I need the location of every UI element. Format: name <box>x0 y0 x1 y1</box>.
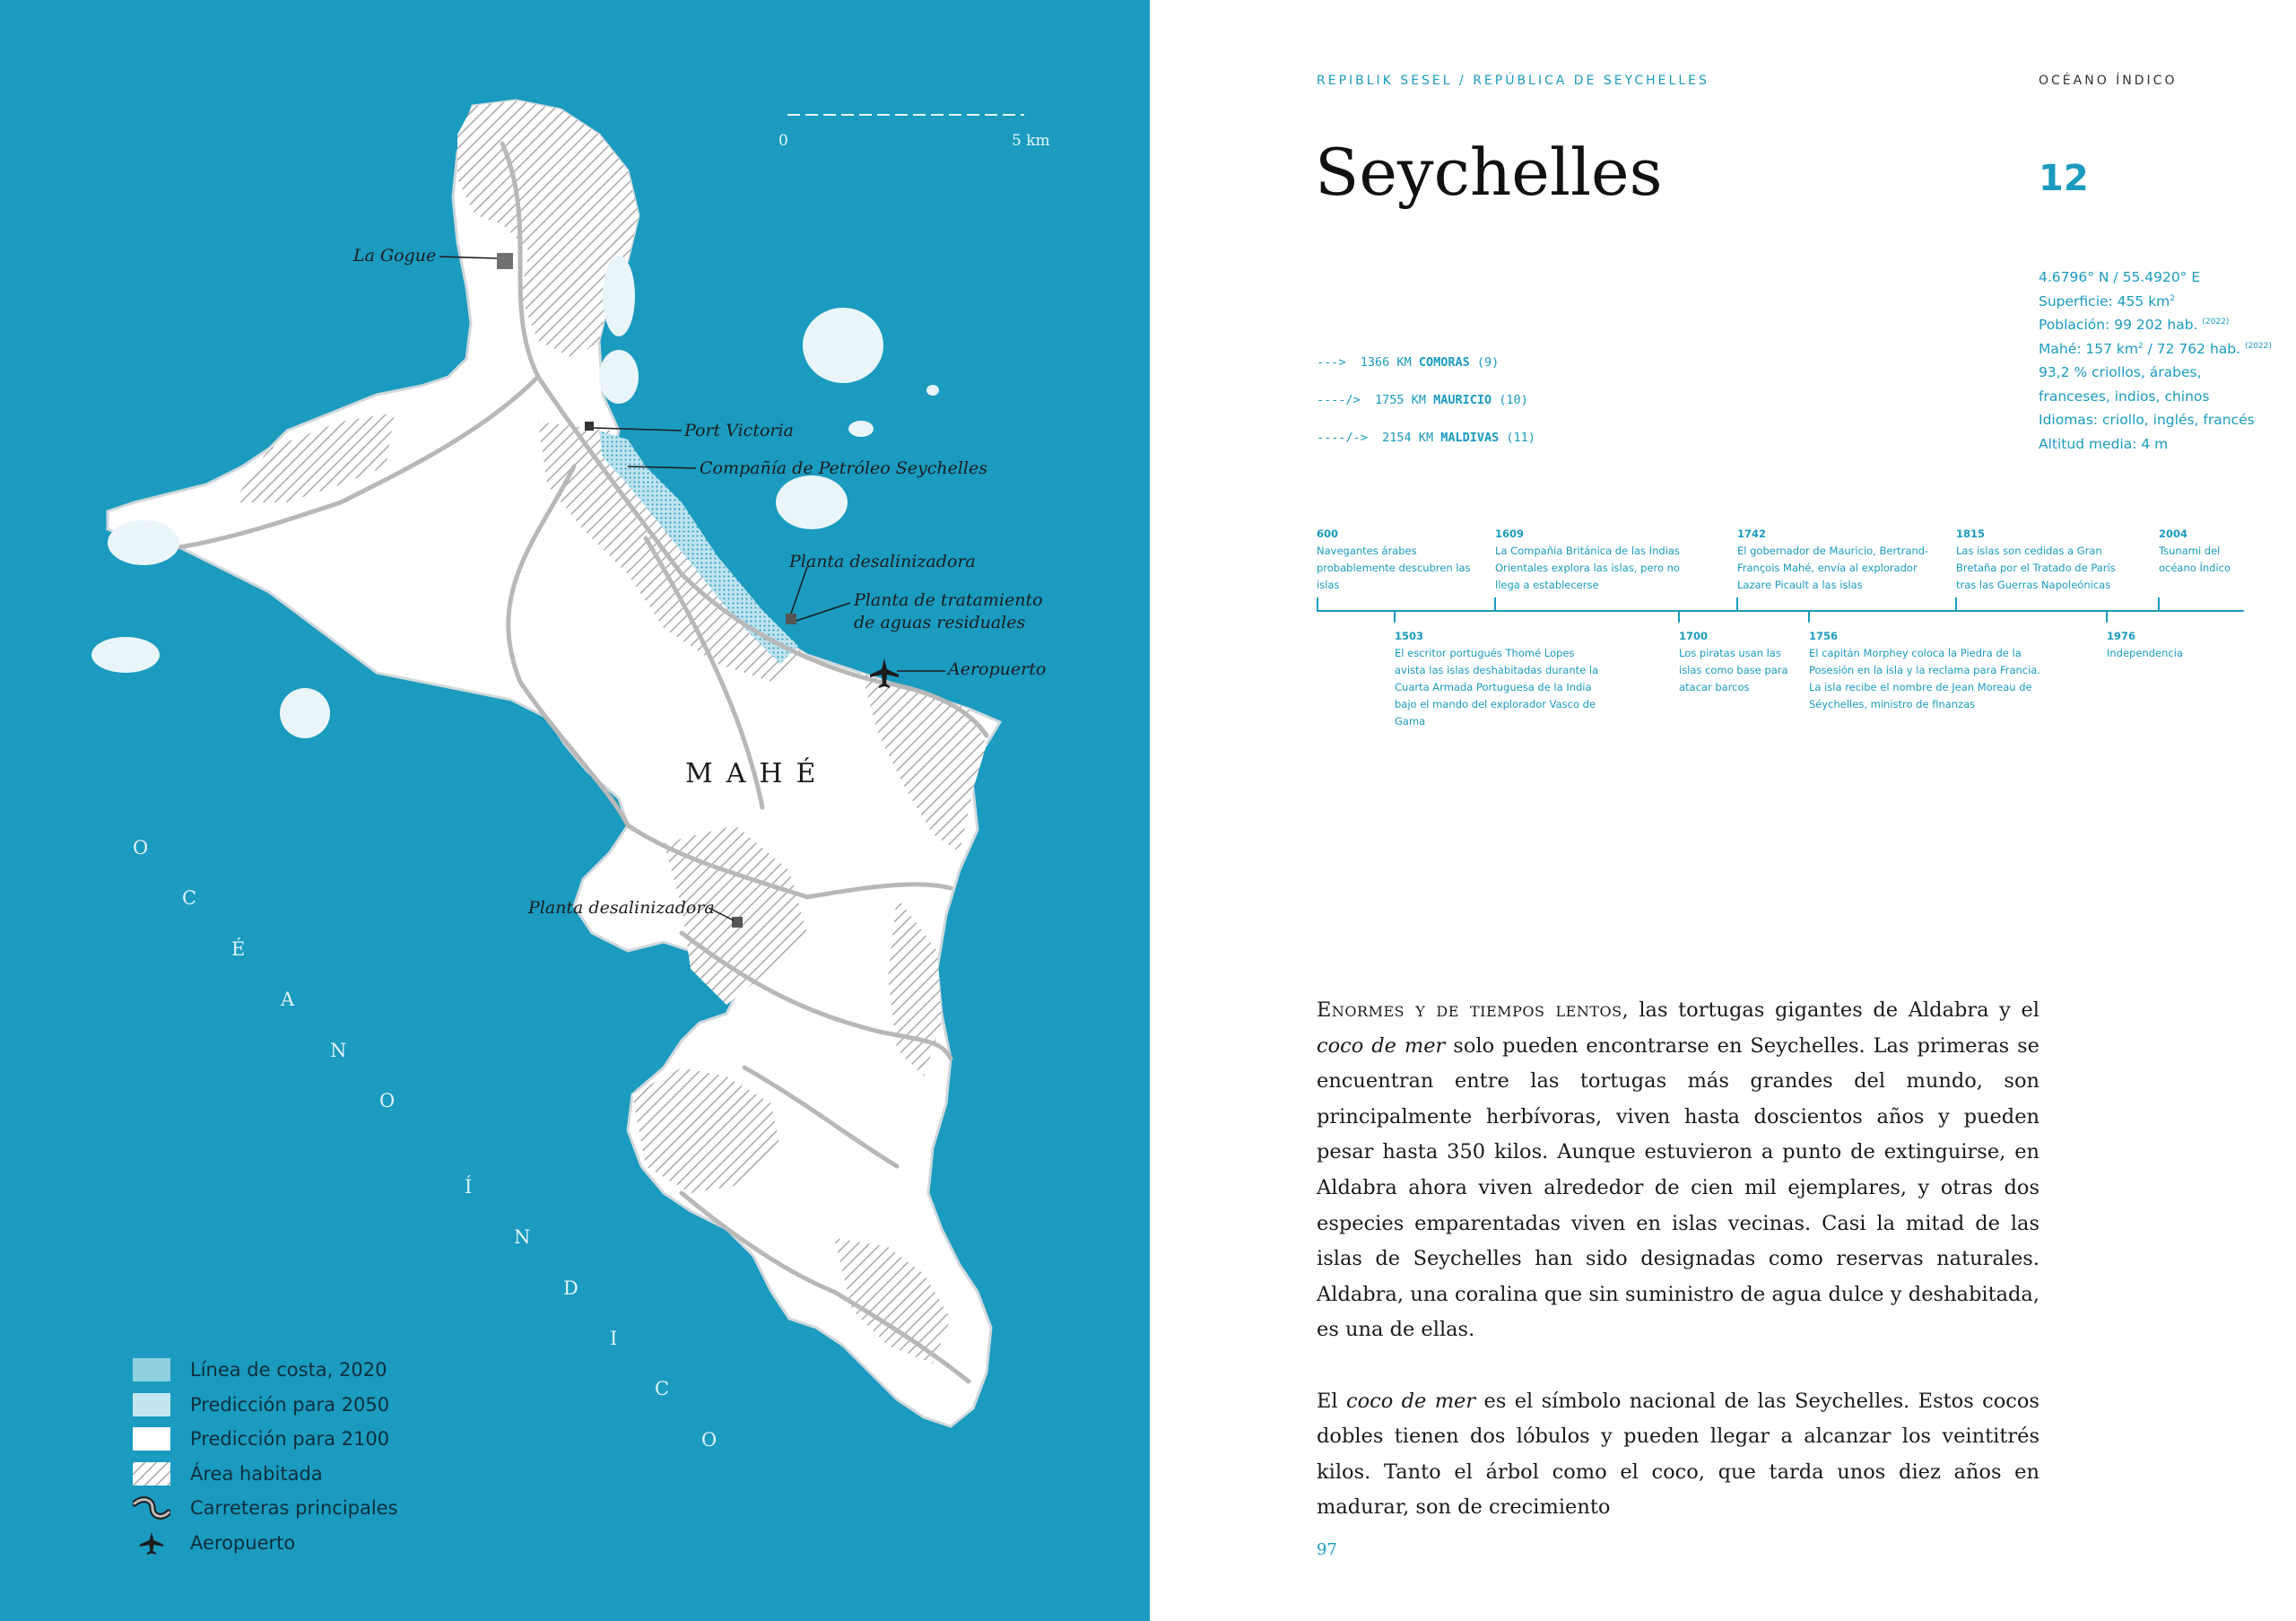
ocean-letter: D <box>563 1277 578 1299</box>
legend-item <box>133 1388 509 1423</box>
marker-la-gogue <box>497 253 513 269</box>
body-text <box>1317 993 2039 1562</box>
timeline-event: 1700 Los piratas usan las islas como base para atacar barcos <box>1679 630 1788 693</box>
chapter-number: 12 <box>2039 158 2089 199</box>
page-number: 97 <box>1317 1540 1337 1559</box>
fact-ethnicity-2: franceses, indios, chinos <box>2039 388 2210 405</box>
timeline-tick <box>1494 597 1496 610</box>
ocean-letter: O <box>379 1090 396 1111</box>
fact-population: Población: 99 202 hab. $^{(2022)}$ <box>2039 317 2230 333</box>
timeline-tick <box>1736 597 1738 610</box>
ocean-letter: A <box>281 989 295 1010</box>
fact-altitude: Altitud media: 4 m <box>2039 435 2169 452</box>
paragraph: El coco de mer es el símbolo nacional de las Seychelles. Estos cocos dobles tienen dos lóbulos y pueden llegar a alcanzar los veintitrés kilos. Tanto el árbol como el coco, que tarda unos diez años en madurar, son de crecimiento <box>1317 1389 2039 1520</box>
label-tratamiento-2: de aguas residuales <box>854 613 1026 632</box>
timeline-event: 1976 Independencia <box>2107 630 2183 659</box>
label-desal-2: Planta desalinizadora <box>528 898 715 918</box>
timeline-event: 1756 El capitán Morphey coloca la Piedra de la Posesión en la isla y la reclama para Francia. La isla recibe el nombre de Jean Moreau de Séychelles, ministro de finanzas <box>1809 630 2041 710</box>
island-conception <box>280 688 330 738</box>
legend-label: Carreteras principales <box>190 1497 398 1520</box>
island-moyenne <box>848 421 874 437</box>
swatch-prediction-2050 <box>133 1393 170 1416</box>
timeline-event: 1609 La Compañía Británica de las Indias Orientales explora las islas, pero no llega a establecerse <box>1495 527 1680 591</box>
text-page <box>1150 0 2296 1621</box>
road-icon <box>133 1496 170 1520</box>
distance-item: ----/-> 2154 KM MALDIVAS (11) <box>1317 431 1535 445</box>
island-small-north2 <box>599 350 639 404</box>
legend-label: Área habitada <box>190 1462 323 1485</box>
timeline-tick <box>1394 610 1396 623</box>
label-aeropuerto: Aeropuerto <box>948 659 1047 679</box>
timeline-tick <box>1317 597 1318 610</box>
running-head-right: OCÉANO ÍNDICO <box>2039 74 2178 88</box>
timeline-event: 1503 El escritor portugués Thomé Lopes avista las islas deshabitadas durante la Cuarta Armada Portuguesa de la India bajo el mando del explorador Vasco de Gama <box>1395 630 1599 728</box>
legend-item <box>133 1353 509 1388</box>
island-small-west <box>108 520 179 565</box>
fact-area: Superficie: 455 $km^2$ <box>2039 292 2176 309</box>
page-title: Seychelles <box>1315 135 1663 210</box>
island-sainte-anne <box>803 308 883 383</box>
distance-item: ---> 1366 KM COMORAS (9) <box>1317 355 1500 370</box>
legend-label: Línea de costa, 2020 <box>190 1359 387 1381</box>
distance-list <box>1317 355 1535 468</box>
ocean-letter: I <box>610 1328 618 1349</box>
ocean-letter: C <box>655 1378 670 1399</box>
airplane-icon <box>133 1531 170 1555</box>
legend-item <box>133 1491 509 1526</box>
timeline-axis <box>1317 610 2244 612</box>
fact-languages: Idiomas: criollo, inglés, francés <box>2039 412 2255 428</box>
ocean-letter: N <box>514 1226 531 1248</box>
swatch-inhabited-area <box>133 1462 170 1486</box>
history-timeline <box>1317 520 2244 736</box>
running-head-left: REPIBLIK SESEL / REPÚBLICA DE SEYCHELLES <box>1317 74 1709 88</box>
legend-label: Predicción para 2050 <box>190 1393 390 1416</box>
timeline-event: 2004 Tsunami del océano Índico <box>2159 527 2231 574</box>
label-port-victoria: Port Victoria <box>684 421 794 440</box>
label-tratamiento-1: Planta de tratamiento <box>854 590 1043 610</box>
swatch-coast-2020 <box>133 1358 170 1381</box>
label-petroleo: Compañía de Petróleo Seychelles <box>700 458 988 478</box>
timeline-event: 1815 Las islas son cedidas a Gran Bretaña por el Tratado de París tras las Guerras Napoleónicas <box>1956 527 2116 591</box>
marker-desal-1 <box>786 614 796 624</box>
scale-start: 0 <box>778 132 788 150</box>
ocean-letter: C <box>182 887 197 909</box>
legend-item <box>133 1457 509 1492</box>
timeline-tick <box>1955 597 1957 610</box>
ocean-letter: O <box>133 837 149 858</box>
legend-item <box>133 1526 509 1561</box>
timeline-tick <box>1678 610 1680 623</box>
label-desal-1: Planta desalinizadora <box>789 552 976 571</box>
island-ronde <box>926 385 939 396</box>
marker-desal-2 <box>732 917 743 928</box>
paragraph: Enormes y de tiempos lentos, las tortugas gigantes de Aldabra y el coco de mer solo pueden encontrarse en Seychelles. Las primeras se encuentran entre las tortugas más grandes del mundo, son principalmente herbívoras, viven hasta doscientos años y pueden pesar hasta 350 kilos. Aunque estuvieron a punto de extinguirse, en Aldabra ahora viven alrededor de cien mil ejemplares, y otras dos especies emparentadas viven en islas vecinas. Casi la mitad de las islas de Seychelles han sido designadas como reservas naturales. Aldabra, una coralina que sin suministro de agua dulce y deshabitada, es una de ellas. <box>1317 998 2040 1342</box>
legend-item <box>133 1422 509 1457</box>
timeline-tick <box>1808 610 1810 623</box>
legend-label: Predicción para 2100 <box>190 1428 390 1451</box>
ocean-letter: Í <box>465 1176 473 1198</box>
distance-item: ----/> 1755 KM MAURICIO (10) <box>1317 393 1528 407</box>
fact-mahe: Mahé: 157 $km^2 / 72$ 762 hab. $^{(2022)}$ <box>2039 340 2272 357</box>
fact-coords: 4.6796° N / 55.4920° E <box>2039 269 2201 285</box>
island-therese <box>91 637 160 673</box>
ocean-letter: N <box>330 1040 347 1061</box>
label-la-gogue: La Gogue <box>353 246 437 266</box>
timeline-event: 1742 El gobernador de Mauricio, Bertrand-François Mahé, envía al explorador Lazare Picault a las islas <box>1737 527 1929 591</box>
ocean-letter: O <box>701 1429 718 1451</box>
timeline-tick <box>2106 610 2108 623</box>
ocean-letter: É <box>231 938 246 960</box>
island-name-mahe: MAHÉ <box>685 758 830 789</box>
country-facts <box>2039 266 2281 456</box>
island-cerf <box>776 475 848 529</box>
timeline-tick <box>2158 597 2160 610</box>
legend-label: Aeropuerto <box>190 1531 296 1554</box>
marker-port-victoria <box>585 422 594 431</box>
map-legend <box>133 1353 509 1560</box>
island-small-north <box>603 256 635 336</box>
swatch-prediction-2100 <box>133 1427 170 1451</box>
fact-ethnicity-1: 93,2 % criollos, árabes, <box>2039 364 2202 380</box>
timeline-event: 600 Navegantes árabes probablemente descubren las islas <box>1317 527 1471 591</box>
scale-end: 5 km <box>1012 132 1050 150</box>
